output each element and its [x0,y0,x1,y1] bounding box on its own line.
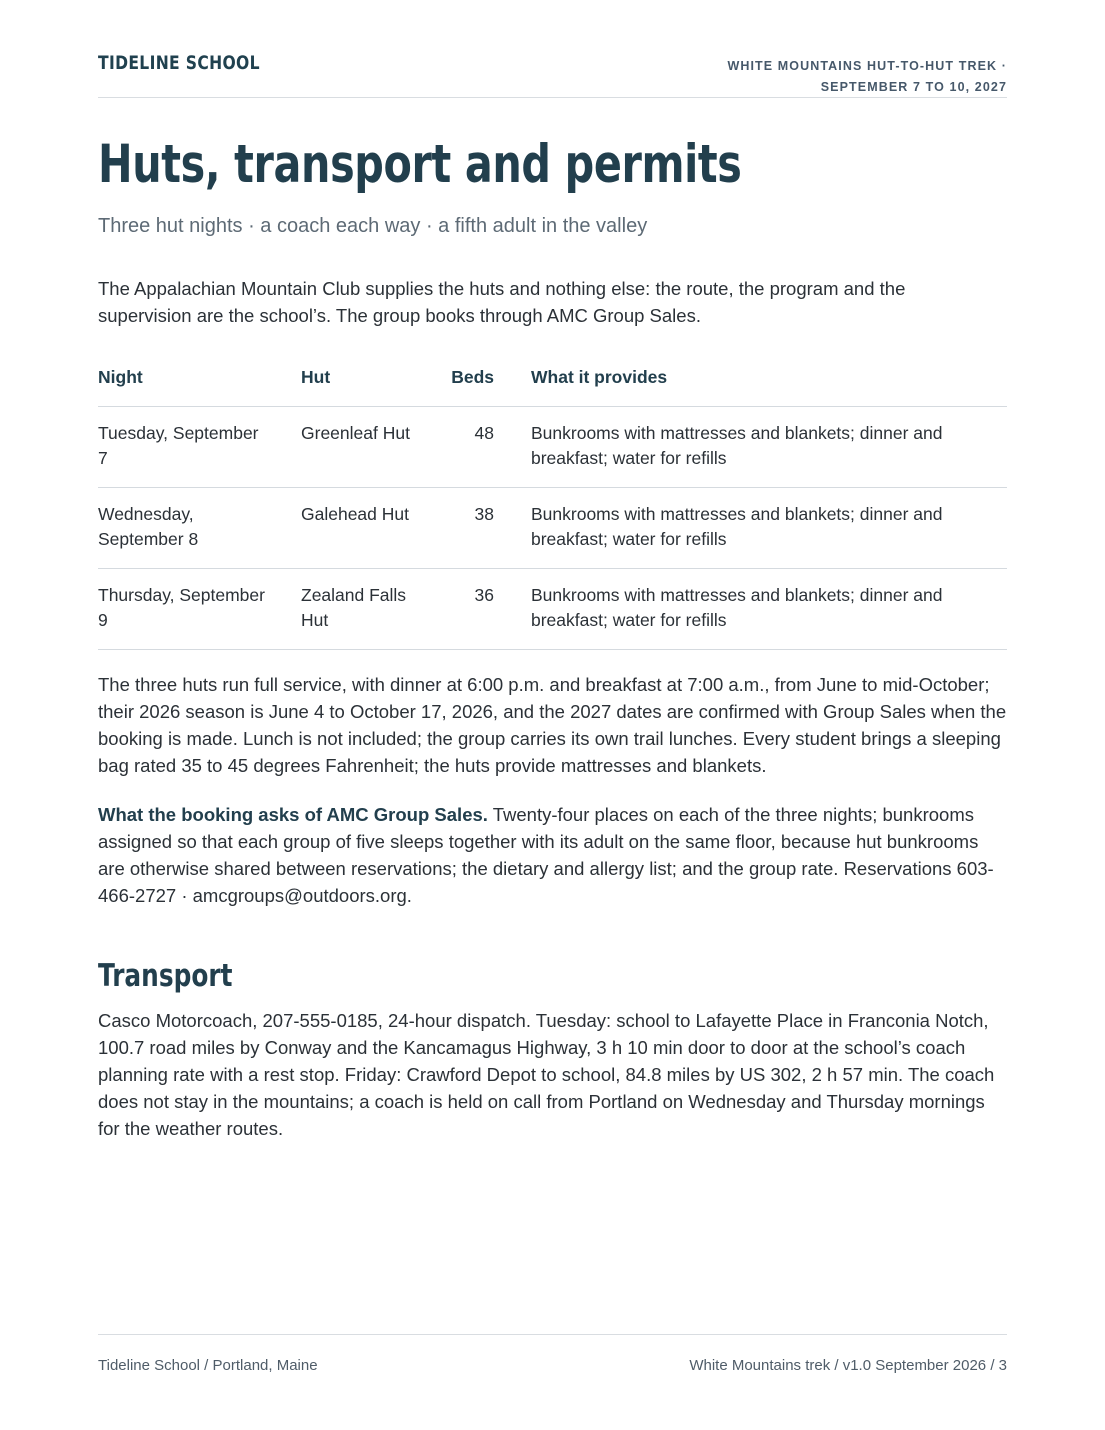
cell-beds: 36 [474,585,494,605]
document-page [98,0,1007,1430]
school-brand: TIDELINE SCHOOL [98,52,260,74]
cell-provides: Bunkrooms with mattresses and blankets; dinner and breakfast; water for refills [531,423,943,468]
cell-provides: Bunkrooms with mattresses and blankets; dinner and breakfast; water for refills [531,585,943,630]
cell-beds: 48 [474,423,494,443]
table-row [98,488,1007,569]
huts-table [98,362,1007,650]
cell-beds: 38 [474,504,494,524]
trip-label-line-2: SEPTEMBER 7 TO 10, 2027 [820,80,1007,94]
table-row [98,569,1007,650]
column-header-beds: Beds [451,367,494,387]
page-title: Huts, transport and permits [98,134,742,195]
cell-night: Thursday, September 9 [98,585,265,630]
cell-hut: Greenleaf Hut [301,423,410,443]
page-subtitle: Three hut nights · a coach each way · a fifth adult in the valley [98,215,648,237]
booking-lead: What the booking asks of AMC Group Sales. [98,804,488,825]
intro-paragraph: The Appalachian Mountain Club supplies the huts and nothing else: the route, the program and the supervision are the school’s. The group books through AMC Group Sales. [98,278,906,326]
booking-text: Twenty-four places on each of the three nights; bunkrooms assigned so that each group of five sleeps together with its adult on the same floor, because hut bunkrooms are otherwise shared between reservations; the dietary and allergy list; and the group rate. Reservations 603-466-2727 · amcgroups@outdoors.org. [98,804,994,906]
table-row [98,407,1007,488]
table-header-row [98,362,1007,407]
cell-hut: Galehead Hut [301,504,409,524]
service-paragraph: The three huts run full service, with dinner at 6:00 p.m. and breakfast at 7:00 a.m., from June to mid-October; their 2026 season is June 4 to October 17, 2026, and the 2027 dates are confirmed with Group Sales when the booking is made. Lunch is not included; the group carries its own trail lunches. Every student brings a sleeping bag rated 35 to 45 degrees Fahrenheit; the huts provide mattresses and blankets. [98,674,1007,776]
column-header-night: Night [98,367,143,387]
page-header [98,52,1007,98]
column-header-hut: Hut [301,367,331,387]
cell-night: Tuesday, September 7 [98,423,259,468]
footer-right: White Mountains trek / v1.0 September 2026 / 3 [689,1357,1007,1374]
cell-provides: Bunkrooms with mattresses and blankets; dinner and breakfast; water for refills [531,504,943,549]
transport-paragraph: Casco Motorcoach, 207-555-0185, 24-hour dispatch. Tuesday: school to Lafayette Place in Franconia Notch, 100.7 road miles by Conway and the Kancamagus Highway, 3 h 10 min door to door at the school’s coach planning rate with a rest stop. Friday: Crawford Depot to school, 84.8 miles by US 302, 2 h 57 min. The coach does not stay in the mountains; a coach is held on call from Portland on Wednesday and Thursday mornings for the weather routes. [98,1010,995,1139]
transport-heading: Transport [98,958,233,994]
trip-label [727,56,1007,98]
cell-night: Wednesday, September 8 [98,504,199,549]
page-footer [98,1334,1007,1385]
trip-label-line-1: WHITE MOUNTAINS HUT-TO-HUT TREK · [727,59,1007,73]
column-header-provides: What it provides [531,367,668,387]
footer-left: Tideline School / Portland, Maine [98,1357,318,1374]
booking-paragraph [98,801,1007,909]
cell-hut: Zealand Falls Hut [301,585,407,630]
